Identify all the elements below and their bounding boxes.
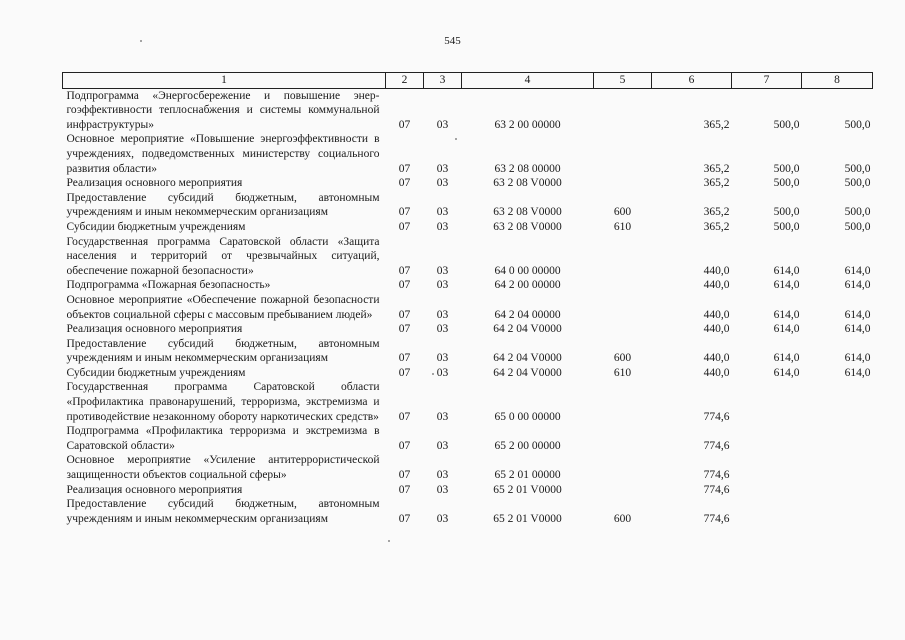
target-article-code: 63 2 00 00000	[494, 118, 561, 131]
amount-col-8: 614,0	[844, 366, 871, 379]
amount-col-6: 774,6	[703, 439, 730, 452]
subsection-code: 03	[436, 279, 449, 292]
column-header: 8	[802, 73, 873, 89]
row-name: Реализация основного мероприятия	[66, 323, 243, 336]
target-article-code: 64 2 00 00000	[494, 279, 561, 292]
column-header: 6	[652, 73, 732, 89]
amount-col-6: 440,0	[703, 279, 730, 292]
amount-col-6: 440,0	[703, 264, 730, 277]
table-row	[63, 176, 873, 191]
table-row	[63, 132, 873, 176]
expense-type-code: 610	[613, 366, 632, 379]
target-article-code: 65 2 01 00000	[494, 469, 561, 482]
amount-col-6: 365,2	[703, 177, 730, 190]
subsection-code: 03	[436, 264, 449, 277]
amount-col-6: 440,0	[703, 366, 730, 379]
target-article-code: 63 2 08 00000	[494, 162, 561, 175]
section-code: 07	[398, 264, 411, 277]
row-name: Реализация основного мероприятия	[66, 483, 243, 496]
row-name: Подпрограмма «Энергосбережение и повышение энергоэффективности теплоснабжения и системы коммунальной инфраструктуры»	[66, 89, 380, 131]
row-name: Субсидии бюджетным учреждениям	[66, 366, 246, 379]
amount-col-6: 365,2	[703, 220, 730, 233]
amount-col-8	[802, 497, 873, 526]
subsection-code: 03	[436, 308, 449, 321]
amount-col-7	[732, 453, 802, 482]
target-article-code: 64 2 04 V0000	[493, 366, 562, 379]
amount-col-8	[802, 453, 873, 482]
table-row	[63, 293, 873, 322]
table-row	[63, 88, 873, 132]
amount-col-7: 500,0	[773, 118, 800, 131]
amount-col-8: 614,0	[844, 352, 871, 365]
table-row	[63, 424, 873, 453]
scan-speck	[455, 138, 457, 140]
target-article-code: 64 0 00 00000	[494, 264, 561, 277]
amount-col-7: 614,0	[773, 352, 800, 365]
expense-type-code: 600	[613, 352, 632, 365]
amount-col-7: 500,0	[773, 206, 800, 219]
amount-col-8: 500,0	[844, 220, 871, 233]
amount-col-8	[802, 380, 873, 424]
row-name: Основное мероприятие «Обеспечение пожарной безопасности объектов социальной сферы с массовым пребыванием людей»	[66, 293, 380, 321]
section-code: 07	[398, 206, 411, 219]
amount-col-8: 614,0	[844, 279, 871, 292]
amount-col-6: 774,6	[703, 512, 730, 525]
amount-col-7: 614,0	[773, 264, 800, 277]
amount-col-7: 500,0	[773, 220, 800, 233]
subsection-code: 03	[436, 410, 449, 423]
amount-col-8: 500,0	[844, 118, 871, 131]
expense-type-code: 610	[613, 220, 632, 233]
row-name: Предоставление субсидий бюджетным, автономным учреждениям и иным некоммерческим организациям	[66, 498, 380, 525]
target-article-code: 63 2 08 V0000	[493, 177, 562, 190]
amount-col-8: 500,0	[844, 206, 871, 219]
table-row	[63, 337, 873, 366]
subsection-code: 03	[436, 323, 449, 336]
row-name: Подпрограмма «Пожарная безопасность»	[66, 279, 271, 292]
expense-type-code	[594, 453, 652, 482]
subsection-code: 03	[436, 118, 449, 131]
table-row	[63, 497, 873, 526]
amount-col-7	[732, 497, 802, 526]
amount-col-6: 440,0	[703, 352, 730, 365]
column-header: 1	[63, 73, 386, 89]
table-row	[63, 366, 873, 381]
header-row	[63, 73, 873, 89]
amount-col-7: 614,0	[773, 366, 800, 379]
subsection-code: 03	[436, 439, 449, 452]
target-article-code: 65 2 01 V0000	[493, 483, 562, 496]
section-code: 07	[398, 279, 411, 292]
amount-col-7: 500,0	[773, 177, 800, 190]
subsection-code: 03	[436, 352, 449, 365]
scan-speck	[388, 540, 390, 542]
subsection-code: 03	[436, 206, 449, 219]
amount-col-7: 614,0	[773, 308, 800, 321]
row-name: Субсидии бюджетным учреждениям	[66, 220, 246, 233]
amount-col-6: 774,6	[703, 410, 730, 423]
expense-type-code: 600	[613, 512, 632, 525]
row-name: Государственная программа Саратовской области «Защита населения и территорий от чрезвычайных ситуаций, обеспечение пожарной безопасности»	[66, 235, 380, 277]
amount-col-8	[802, 483, 873, 498]
subsection-code: 03	[436, 483, 449, 496]
section-code: 07	[398, 410, 411, 423]
target-article-code: 63 2 08 V0000	[493, 220, 562, 233]
target-article-code: 65 2 00 00000	[494, 439, 561, 452]
section-code: 07	[398, 352, 411, 365]
column-header: 3	[424, 73, 462, 89]
expense-type-code	[594, 132, 652, 176]
section-code: 07	[398, 483, 411, 496]
target-article-code: 65 2 01 V0000	[493, 512, 562, 525]
subsection-code: 03	[436, 177, 449, 190]
target-article-code: 65 0 00 00000	[494, 410, 561, 423]
expense-type-code	[594, 483, 652, 498]
target-article-code: 64 2 04 V0000	[493, 352, 562, 365]
amount-col-6: 440,0	[703, 308, 730, 321]
section-code: 07	[398, 512, 411, 525]
amount-col-8	[802, 424, 873, 453]
table-row	[63, 235, 873, 279]
table-row	[63, 220, 873, 235]
scan-speck	[432, 373, 434, 375]
amount-col-6: 440,0	[703, 323, 730, 336]
section-code: 07	[398, 308, 411, 321]
section-code: 07	[398, 177, 411, 190]
expense-type-code: 600	[613, 206, 632, 219]
amount-col-8: 500,0	[844, 162, 871, 175]
subsection-code: 03	[436, 220, 449, 233]
subsection-code: 03	[436, 366, 449, 379]
subsection-code: 03	[436, 162, 449, 175]
section-code: 07	[398, 469, 411, 482]
section-code: 07	[398, 118, 411, 131]
section-code: 07	[398, 323, 411, 336]
row-name: Реализация основного мероприятия	[66, 177, 243, 190]
section-code: 07	[398, 162, 411, 175]
expense-type-code	[594, 176, 652, 191]
amount-col-7: 614,0	[773, 323, 800, 336]
section-code: 07	[398, 439, 411, 452]
amount-col-7	[732, 424, 802, 453]
row-name: Основное мероприятие «Усиление антитеррористической защищенности объектов социальной сферы»	[66, 454, 380, 482]
target-article-code: 64 2 04 V0000	[493, 323, 562, 336]
amount-col-8: 614,0	[844, 323, 871, 336]
section-code: 07	[398, 220, 411, 233]
page-number: 545	[444, 35, 461, 47]
amount-col-6: 774,6	[703, 469, 730, 482]
amount-col-7	[732, 380, 802, 424]
table-row	[63, 278, 873, 293]
column-header: 2	[386, 73, 424, 89]
expense-type-code	[594, 278, 652, 293]
amount-col-7: 500,0	[773, 162, 800, 175]
amount-col-6: 365,2	[703, 118, 730, 131]
column-header: 7	[732, 73, 802, 89]
target-article-code: 64 2 04 00000	[494, 308, 561, 321]
amount-col-6: 365,2	[703, 162, 730, 175]
amount-col-8: 614,0	[844, 264, 871, 277]
expense-type-code	[594, 322, 652, 337]
table-row	[63, 453, 873, 482]
table-row	[63, 322, 873, 337]
amount-col-7: 614,0	[773, 279, 800, 292]
row-name: Подпрограмма «Профилактика терроризма и экстремизма в Саратовской области»	[66, 425, 380, 452]
row-name: Предоставление субсидий бюджетным, автономным учреждениям и иным некоммерческим организациям	[66, 191, 380, 219]
row-name: Государственная программа Саратовской области «Профилактика правонарушений, терроризма, экстремизма и противодействие незаконному обороту наркотических средств»	[66, 381, 380, 423]
table-row	[63, 191, 873, 220]
table-row	[63, 380, 873, 424]
expense-type-code	[594, 380, 652, 424]
expense-type-code	[594, 235, 652, 279]
table-row	[63, 483, 873, 498]
expense-type-code	[594, 88, 652, 132]
column-header: 5	[594, 73, 652, 89]
amount-col-8: 500,0	[844, 177, 871, 190]
amount-col-6: 774,6	[703, 483, 730, 496]
subsection-code: 03	[436, 512, 449, 525]
row-name: Основное мероприятие «Повышение энергоэффективности в учреждениях, подведомственных министерству социального развития области»	[66, 133, 380, 175]
column-header: 4	[462, 73, 594, 89]
scan-speck	[140, 40, 142, 42]
expense-type-code	[594, 293, 652, 322]
section-code: 07	[398, 366, 411, 379]
amount-col-7	[732, 483, 802, 498]
amount-col-6: 365,2	[703, 206, 730, 219]
target-article-code: 63 2 08 V0000	[493, 206, 562, 219]
budget-table	[62, 72, 873, 526]
row-name: Предоставление субсидий бюджетным, автономным учреждениям и иным некоммерческим организациям	[66, 337, 380, 365]
amount-col-8: 614,0	[844, 308, 871, 321]
subsection-code: 03	[436, 469, 449, 482]
expense-type-code	[594, 424, 652, 453]
